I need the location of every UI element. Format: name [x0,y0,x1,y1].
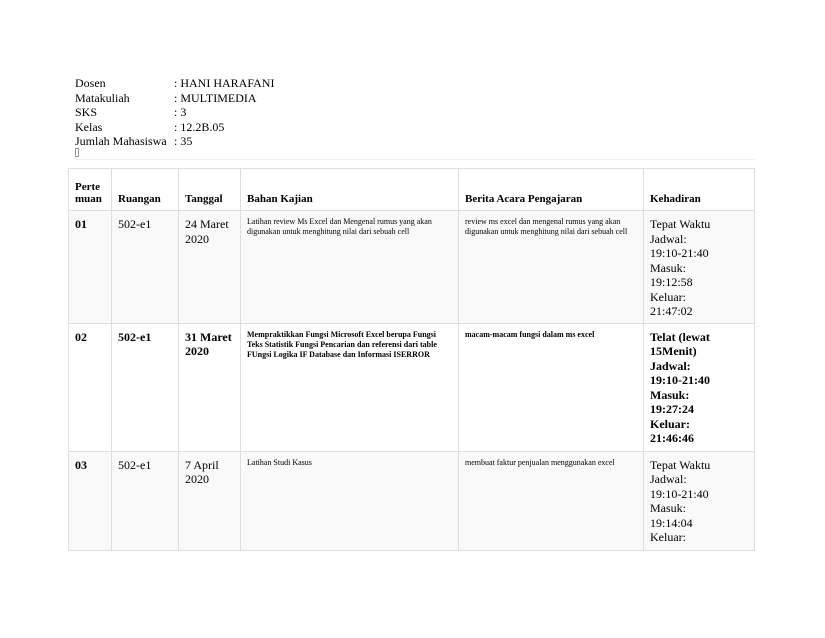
kehadiran-cell [644,211,755,324]
kehadiran-line: Jadwal: [650,231,687,246]
kehadiran-cell [644,323,755,451]
info-label: Jumlah Mahasiswa [75,134,167,148]
kehadiran-line: 19:27:24 [650,402,694,416]
missing-glyph-icon [75,148,79,157]
header-tanggal: Tanggal [179,169,241,211]
table-row [69,211,755,324]
header-pertemuan: Perte muan [69,169,112,211]
kehadiran-line: 19:10-21:40 [650,486,709,501]
pertemuan-cell: 03 [69,451,112,550]
tanggal-cell: 7 April 2020 [179,451,241,550]
info-row-dosen [75,76,274,91]
header-bahan-kajian: Bahan Kajian [241,169,459,211]
teaching-report-table [68,168,755,551]
kehadiran-line: Masuk: [650,260,686,275]
kehadiran-line: Masuk: [650,387,690,402]
info-label: SKS [75,105,98,119]
header-kehadiran: Kehadiran [644,169,755,211]
kehadiran-cell [644,451,755,550]
info-label: Kelas [75,119,103,134]
berita-acara-cell: review ms excel dan mengenal rumus yang akan digunakan untuk menghitung nilai dari sebuah cell [459,211,644,324]
info-value: : 3 [174,105,187,119]
kehadiran-line: 19:14:04 [650,515,693,530]
pertemuan-cell: 01 [69,211,112,324]
table-row [69,451,755,550]
kehadiran-line: Masuk: [650,501,686,515]
info-row-sks [75,105,274,120]
berita-acara-cell: macam-macam fungsi dalam ms excel [459,323,644,451]
info-row-matakuliah [75,91,274,106]
info-row-jumlah-mahasiswa [75,134,274,149]
kehadiran-line: Jadwal: [650,472,687,486]
divider [75,159,755,160]
berita-acara-cell: membuat faktur penjualan menggunakan excel [459,451,644,550]
kehadiran-line: 15Menit) [650,344,697,358]
kehadiran-line: 19:12:58 [650,275,693,289]
info-value: : MULTIMEDIA [174,90,257,105]
bahan-kajian-cell: Latihan Studi Kasus [241,451,459,550]
info-row-kelas [75,120,274,135]
kehadiran-line: Keluar: [650,289,686,304]
info-value: : 35 [174,134,193,148]
kehadiran-line: Keluar: [650,530,686,544]
lecture-info [75,76,274,149]
info-label: Matakuliah [75,90,130,105]
bahan-kajian-cell: Latihan review Ms Excel dan Mengenal rumus yang akan digunakan untuk menghitung nilai dari sebuah cell [241,211,459,324]
kehadiran-line: Tepat Waktu [650,457,711,472]
tanggal-cell: 31 Maret 2020 [179,323,241,451]
kehadiran-line: 21:47:02 [650,304,693,318]
table-header-row [69,169,755,211]
kehadiran-line: Keluar: [650,416,690,431]
ruangan-cell: 502-e1 [112,451,179,550]
table-row [69,323,755,451]
tanggal-cell: 24 Maret 2020 [179,211,241,324]
ruangan-cell: 502-e1 [112,211,179,324]
kehadiran-line: 21:46:46 [650,431,694,445]
kehadiran-line: 19:10-21:40 [650,246,709,260]
kehadiran-line: Tepat Waktu [650,217,711,231]
kehadiran-line: Jadwal: [650,358,691,373]
ruangan-cell: 502-e1 [112,323,179,451]
header-ruangan: Ruangan [112,169,179,211]
info-label: Dosen [75,76,106,90]
pertemuan-cell: 02 [69,323,112,451]
info-value: : HANI HARAFANI [174,76,275,90]
kehadiran-line: 19:10-21:40 [650,373,710,387]
info-value: : 12.2B.05 [174,119,225,134]
bahan-kajian-cell: Mempraktikkan Fungsi Microsoft Excel berupa Fungsi Teks Statistik Fungsi Pencarian dan referensi dari table FUngsi Logika IF Database dan Informasi ISERROR [241,323,459,451]
kehadiran-line: Telat (lewat [650,329,710,344]
header-berita-acara: Berita Acara Pengajaran [459,169,644,211]
